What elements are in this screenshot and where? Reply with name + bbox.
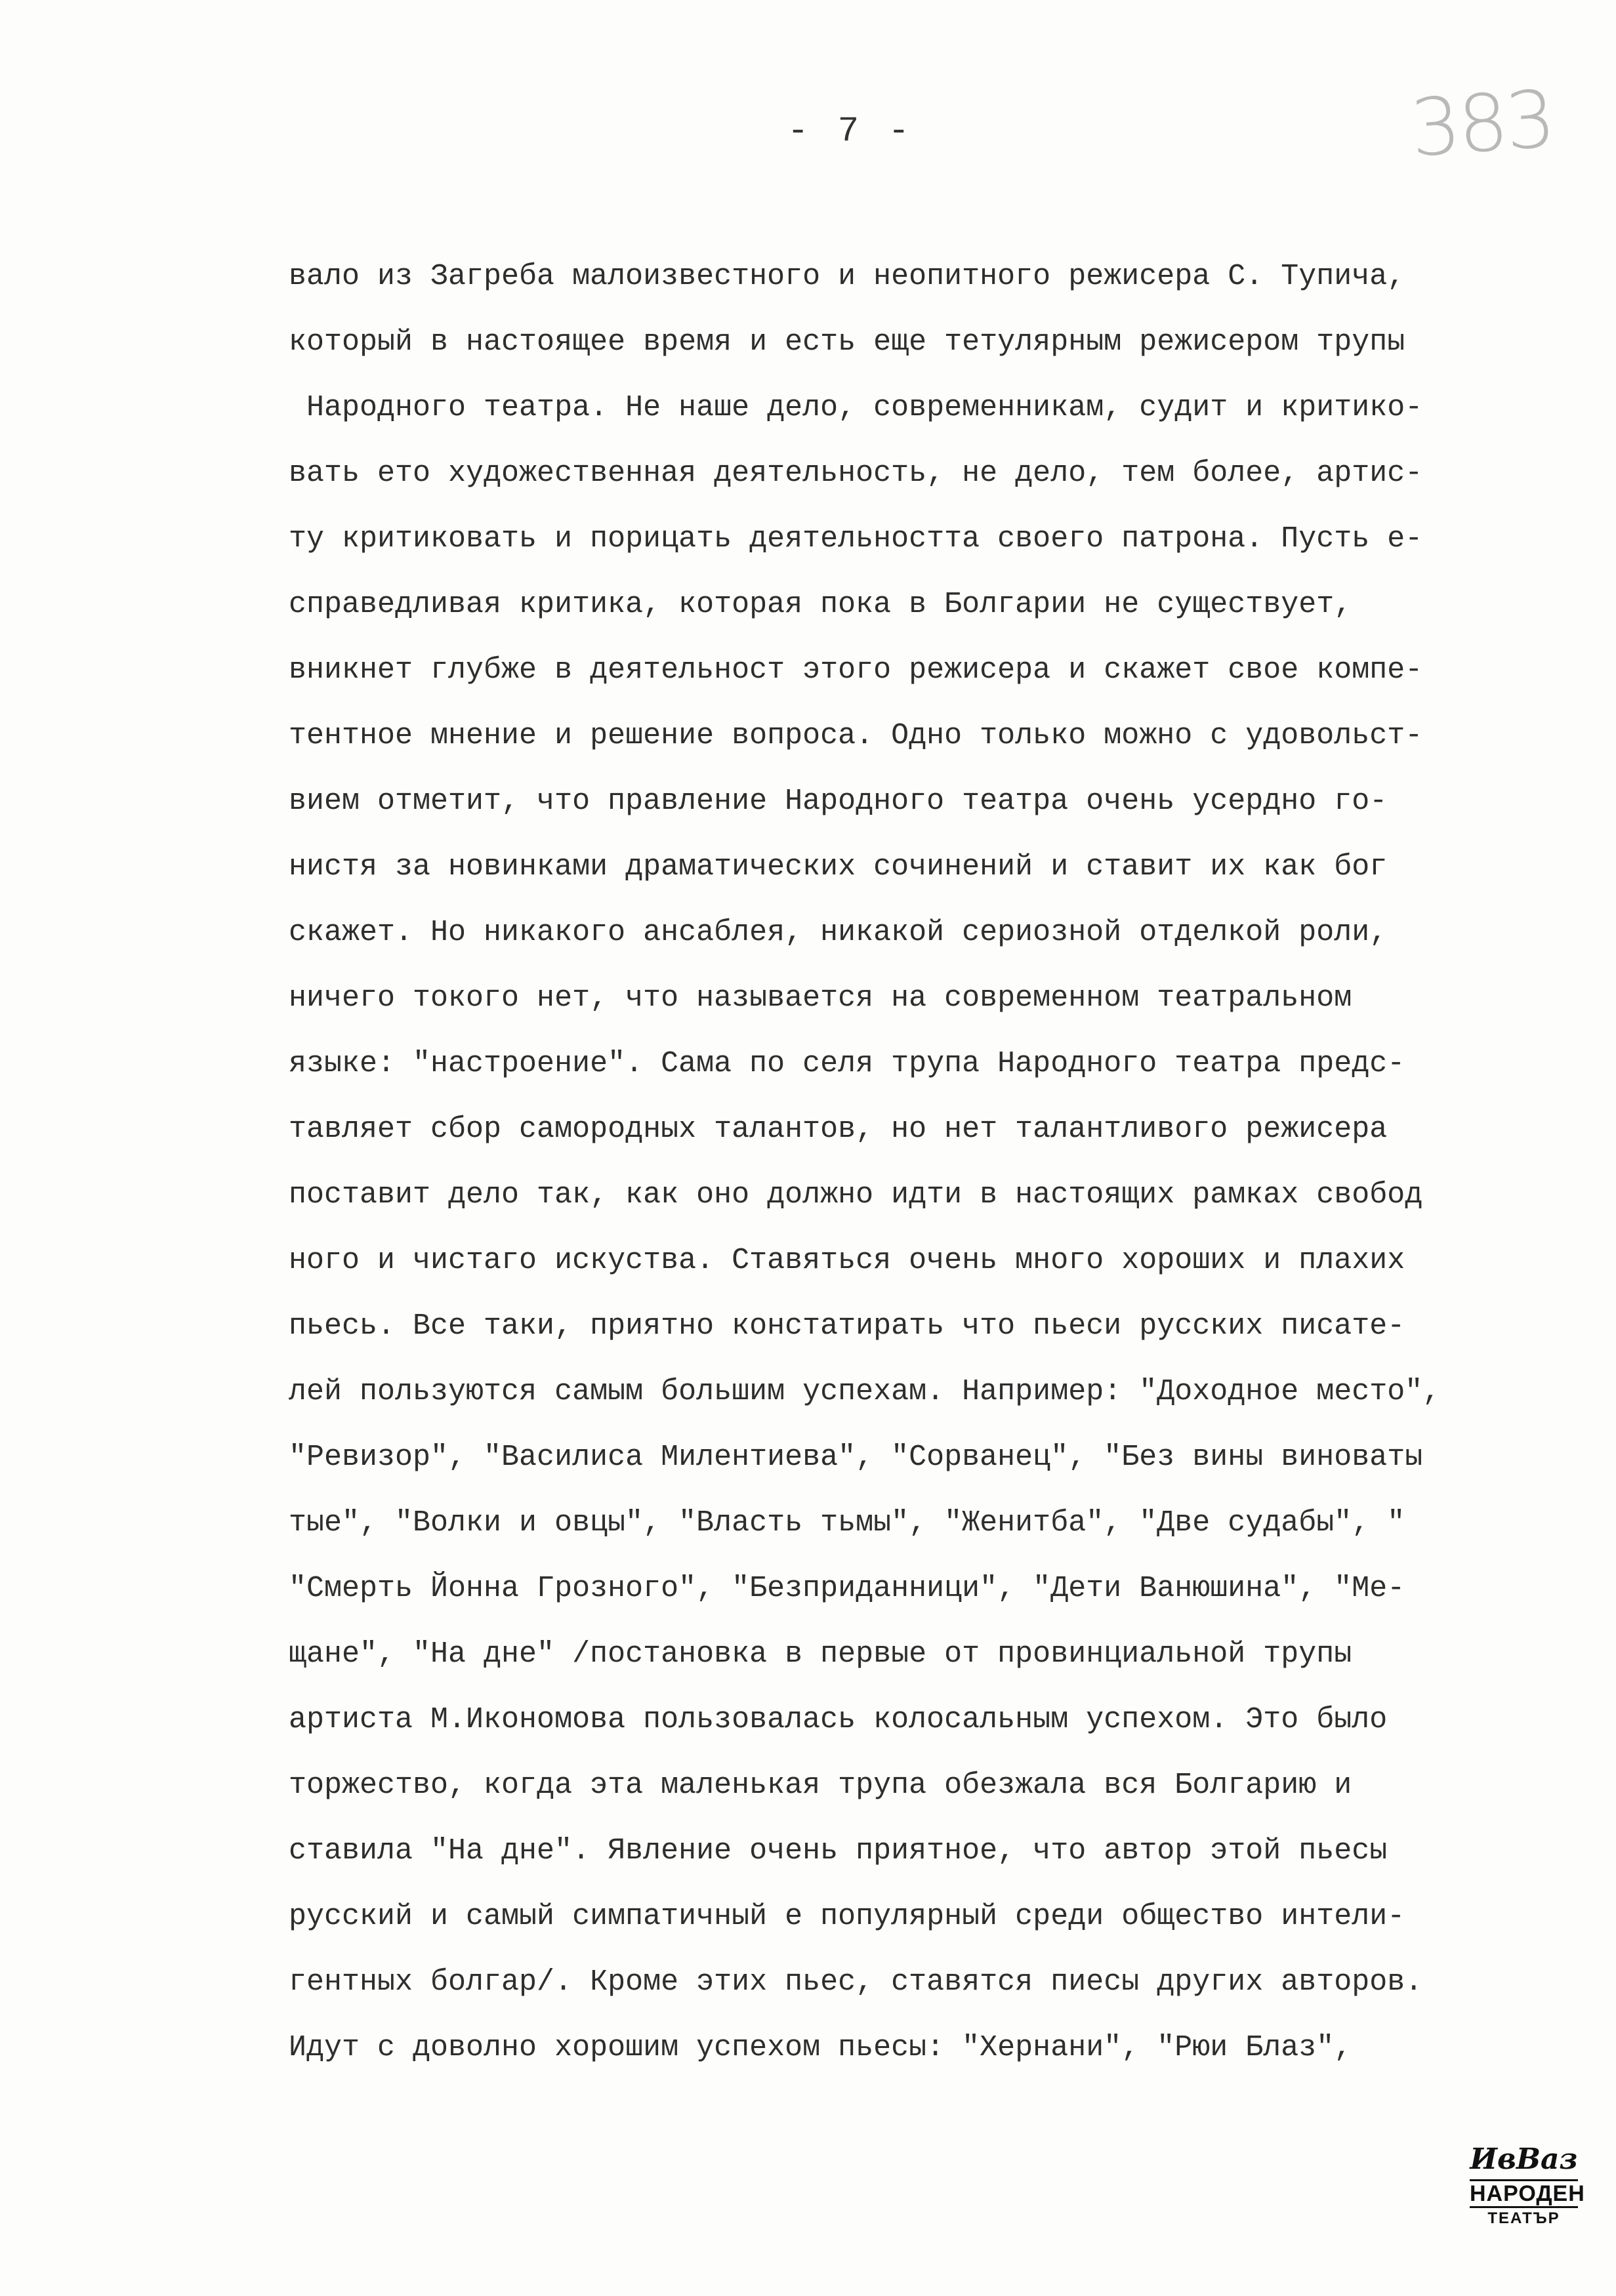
typed-text-body <box>289 244 1601 2081</box>
stamp-title: НАРОДЕН <box>1470 2179 1578 2208</box>
text-line: ту критиковать и порицать деятельността своего патрона. Пусть е- <box>289 522 1423 556</box>
text-line: нистя за новинками драматических сочинений и ставит их как бог <box>289 850 1388 884</box>
text-line: тавляет сбор самородных талантов, но нет талантливого режисера <box>289 1113 1388 1146</box>
text-line: тентное мнение и решение вопроса. Одно только можно с удовольст- <box>289 719 1423 752</box>
stamp-signature: ИвВаз <box>1470 2142 1578 2176</box>
text-line: пьесь. Все таки, приятно констатирать что пьеси русских писате- <box>289 1309 1405 1343</box>
text-line: вникнет глубже в деятельност этого режисера и скажет свое компе- <box>289 653 1423 687</box>
text-line: ного и чистаго искуства. Ставяться очень много хороших и плахих <box>289 1244 1405 1277</box>
text-line: вало из Загреба малоизвестного и неопитного режисера С. Тупича, <box>289 260 1405 293</box>
text-line: Народного театра. Не наше дело, современникам, судит и критико- <box>289 391 1423 424</box>
text-line: "Ревизор", "Василиса Милентиева", "Сорванец", "Без вины виноваты <box>289 1441 1423 1474</box>
theatre-logo-stamp <box>1470 2140 1585 2265</box>
text-line: языке: "настроение". Сама по селя трупа Народного театра предс- <box>289 1047 1405 1080</box>
text-line: вать ето художественная деятельность, не дело, тем более, артис- <box>289 457 1423 490</box>
page-number: - 7 - <box>787 112 914 152</box>
archive-number: 383 <box>1407 73 1556 175</box>
text-line: торжество, когда эта маленькая трупа обезжала вся Болгарию и <box>289 1769 1352 1802</box>
text-line: поставит дело так, как оно должно идти в настоящих рамках свобод <box>289 1178 1423 1212</box>
text-line: щане", "На дне" /постановка в первые от провинциальной трупы <box>289 1637 1352 1671</box>
text-line: тые", "Волки и овцы", "Власть тьмы", "Женитба", "Две судабы", " <box>289 1506 1405 1540</box>
text-line: ничего токого нет, что называется на современном театральном <box>289 981 1352 1015</box>
text-line: Идут с доволно хорошим успехом пьесы: "Хернани", "Рюи Блаз", <box>289 2031 1352 2064</box>
text-line: артиста М.Икономова пользовалась колосальным успехом. Это было <box>289 1703 1388 1736</box>
text-line: ставила "На дне". Явление очень приятное, что автор этой пьесы <box>289 1834 1388 1868</box>
text-line: русский и самый симпатичный е популярный среди общество интели- <box>289 1900 1405 1933</box>
text-line: вием отметит, что правление Народного театра очень усердно го- <box>289 785 1388 818</box>
text-line: скажет. Но никакого ансаблея, никакой сериозной отделкой роли, <box>289 916 1388 949</box>
text-line: справедливая критика, которая пока в Болгарии не существует, <box>289 588 1352 621</box>
stamp-subtitle: ТЕАТЪР <box>1487 2209 1560 2227</box>
text-line: лей пользуются самым большим успехам. Например: "Доходное место", <box>289 1375 1441 1408</box>
text-line: который в настоящее время и есть еще тетулярным режисером трупы <box>289 325 1405 359</box>
text-line: "Смерть Йонна Грозного", "Безприданници", "Дети Ванюшина", "Ме- <box>289 1572 1405 1605</box>
text-line: гентных болгар/. Кроме этих пьес, ставятся пиесы других авторов. <box>289 1965 1423 1999</box>
